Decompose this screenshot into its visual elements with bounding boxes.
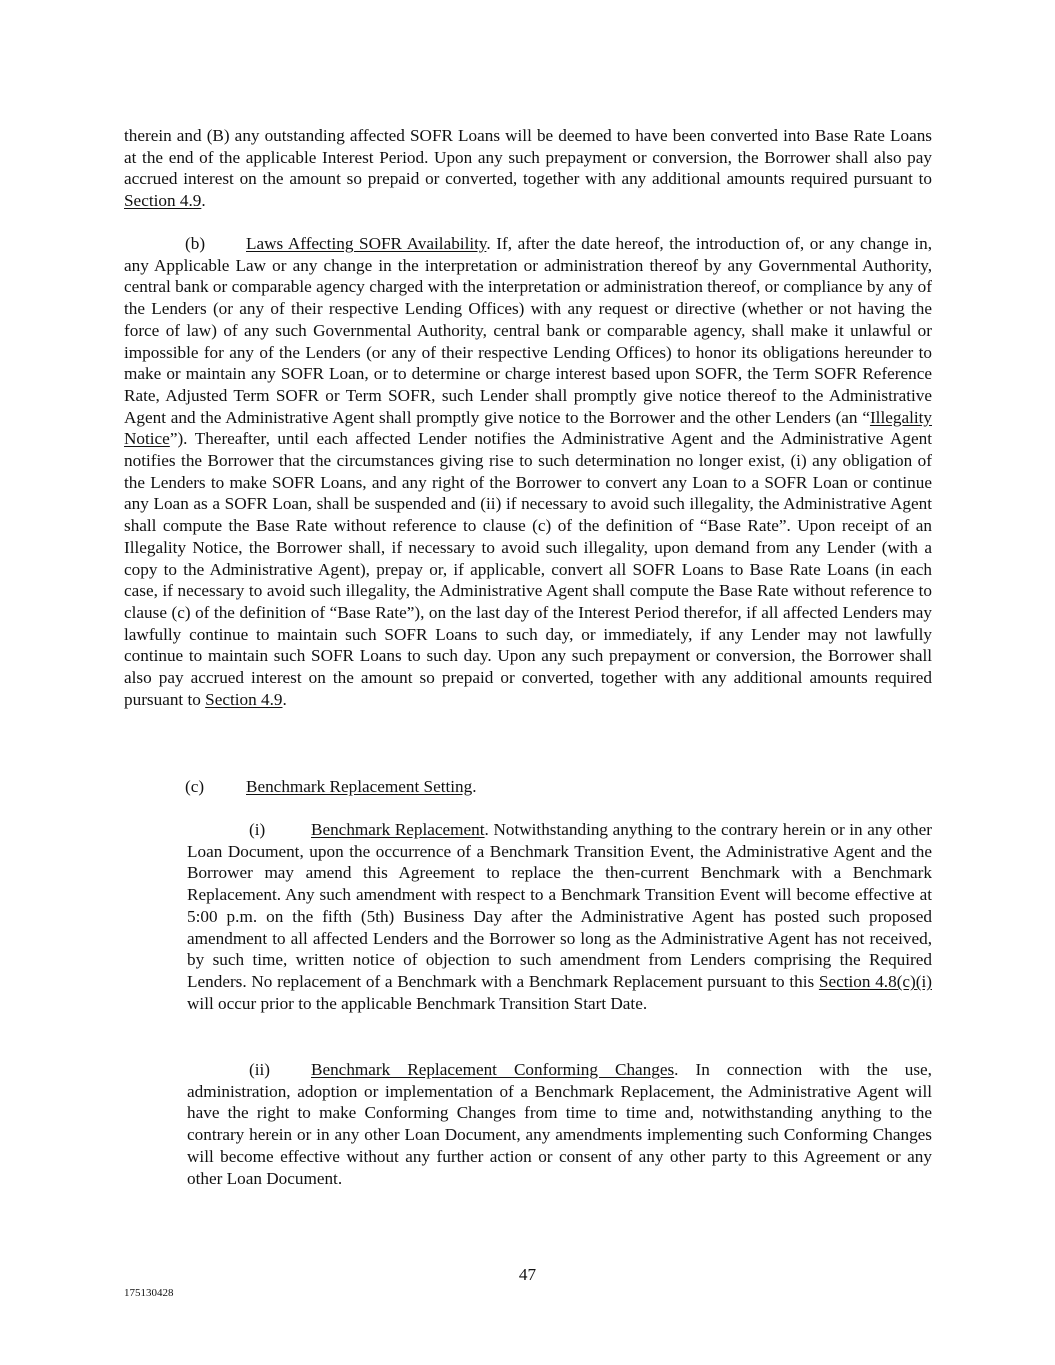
para-cii-label: (ii) — [249, 1060, 270, 1079]
para-c-label: (c) — [185, 777, 205, 796]
page-number: 47 — [518, 1265, 537, 1284]
para-ci-text1: . Notwithstanding anything to the contrary herein or in any other Loan Document, upon the occurrence of a Benchmark Transition Event, the Administrative Agent and the Borrower may amend this Agreement to replace the then-current Benchmark with a Benchmark Replacement. Any such amendment with respect to a Benchmark Transition Event will become effective at 5:00 p.m. on the fifth (5th) Business Day after the Administrative Agent has posted such proposed amendment to all affected Lenders and the Borrower so long as the Administrative Agent has not received, by such time, written notice of objection to such amendment from Lenders comprising the Required Lenders. No replacement of a Benchmark with a Benchmark Replacement pursuant to this — [187, 820, 932, 991]
section-reference: Section 4.9 — [124, 191, 202, 211]
para-cii-text1: . In connection with the use, administration, adoption or implementation of a Benchmark Replacement, the Administrative Agent will have the right to make Conforming Changes from time to time and, notwithstanding anything to the contrary herein or in any other Loan Document, any amendments implementing such Conforming Changes will become effective without any further action or consent of any other party to this Agreement or any other Loan Document. — [187, 1060, 932, 1188]
section-reference: Section 4.9 — [205, 689, 283, 709]
section-reference: Section 4.8(c)(i) — [818, 971, 932, 991]
para-cii-heading: Benchmark Replacement Conforming Changes — [311, 1060, 675, 1079]
para-b-heading: Laws Affecting SOFR Availability — [246, 234, 487, 253]
para-b-label: (b) — [185, 234, 206, 253]
para-b-text2: ”). Thereafter, until each affected Lender notifies the Administrative Agent and the Administrative Agent notifies the Borrower that the circumstances giving rise to such determination no longer exist, (i) any obligation of the Lenders to make SOFR Loans, and any right of the Borrower to convert any Loan to a SOFR Loan or continue any Loan as a SOFR Loan, shall be suspended and (ii) if necessary to avoid such illegality, the Administrative Agent shall compute the Base Rate without reference to clause (c) of the definition of “Base Rate”. Upon receipt of an Illegality Notice, the Borrower shall, if necessary to avoid such illegality, upon demand from any Lender (with a copy to the Administrative Agent), prepay or, if applicable, convert all SOFR Loans to Base Rate Loans (in each case, if necessary to avoid such illegality, the Administrative Agent shall compute the Base Rate without reference to clause (c) of the definition of “Base Rate”), on the last day of the Interest Period therefor, if all affected Lenders may lawfully continue to maintain such SOFR Loans to such day, or immediately, if any Lender may not lawfully continue to maintain such SOFR Loans to such day. Upon any such prepayment or conversion, the Borrower shall also pay accrued interest on the amount so prepaid or converted, together with any additional amounts required pursuant to — [124, 429, 932, 709]
defined-term-illegality-notice: Illegality Notice — [124, 407, 932, 449]
paragraph-c-i — [187, 819, 932, 1014]
para-ci-label: (i) — [249, 820, 266, 839]
paragraph-c — [124, 776, 932, 798]
paragraph-c-ii — [187, 1059, 932, 1189]
paragraph-continuation — [124, 125, 932, 212]
para-b-end: . — [282, 689, 287, 709]
para-c-heading: Benchmark Replacement Setting — [246, 777, 473, 796]
para-b-text1: . If, after the date hereof, the introduction of, or any change in, any Applicable Law or any change in the interpretation or administration thereof by any Governmental Authority, central bank or comparable agency charged with the interpretation or administration thereof, or compliance by any of the Lenders (or any of their respective Lending Offices) with any request or directive (whether or not having the force of law) of any such Governmental Authority, central bank or comparable agency, shall make it unlawful or impossible for any of the Lenders (or any of their respective Lending Offices) to honor its obligations hereunder to make or maintain any SOFR Loan, or to determine or charge interest based upon SOFR, the Term SOFR Reference Rate, Adjusted Term SOFR or Term SOFR, such Lender shall promptly give notice thereof to the Administrative Agent and the Administrative Agent shall promptly give notice to the Borrower and the other Lenders (an “ — [124, 234, 932, 427]
para-a-text: therein and (B) any outstanding affected SOFR Loans will be deemed to have been converted into Base Rate Loans at the end of the applicable Interest Period. Upon any such prepayment or conversion, the Borrower shall also pay accrued interest on the amount so prepaid or converted, together with any additional amounts required pursuant to — [124, 126, 932, 189]
para-a-end: . — [201, 191, 206, 211]
document-id: 175130428 — [124, 1287, 174, 1299]
paragraph-b — [124, 233, 932, 710]
para-ci-heading: Benchmark Replacement — [311, 820, 485, 839]
para-c-end: . — [472, 777, 477, 796]
para-ci-text2: will occur prior to the applicable Benchmark Transition Start Date. — [187, 993, 648, 1013]
